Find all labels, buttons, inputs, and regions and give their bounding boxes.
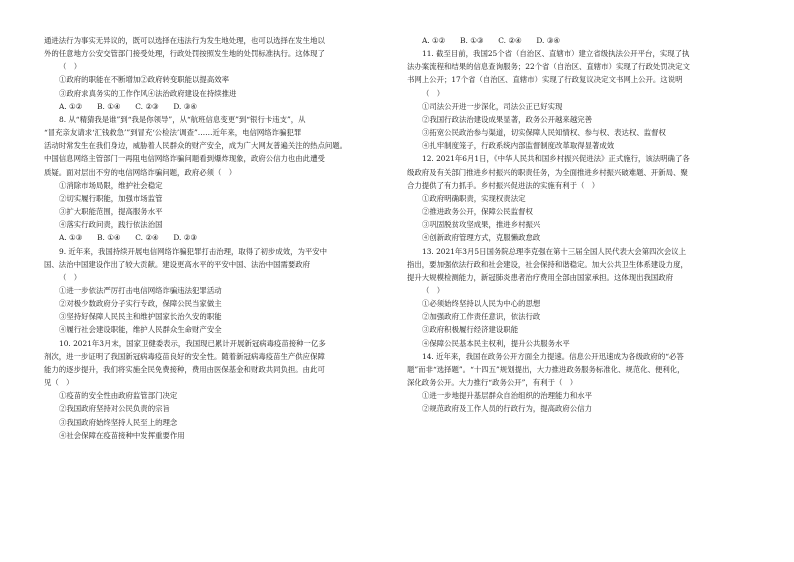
option-line: ①必须始终坚持以人民为中心的思想 [422,299,541,309]
answer-choices: A. ①③ B. ①④ C. ②④ D. ②③ [59,233,197,243]
option-line: ②规范政府及工作人员的行政行为，提高政府公信力 [422,404,592,414]
option-line: ③我国政府始终坚持人民至上的理念 [59,417,178,427]
option-line: ④社会保障在疫苗接种中发挥重要作用 [59,430,185,440]
option-line: ④扎牢制度笼子，行政系统内部监督制度改革取得显著成效 [422,141,615,151]
option-line: ③坚持好保障人民民主和维护国家长治久安的职能 [59,312,222,322]
text-line: 剂次，进一步证明了我国新冠病毒疫苗良好的安全性。随着新冠病毒疫苗生产供应保障 [44,351,325,361]
option-line: ④履行社会建设职能，维护人民群众生命财产安全 [59,325,222,335]
option-line: ③扩大职能范围，提高服务水平 [59,207,163,217]
text-line: 质疑。面对层出不穷的电信网络诈骗问题，政府必须（ ） [44,167,237,177]
text-line: （ ） [59,62,82,72]
left-column [44,34,389,442]
text-line: （ ） [59,272,82,282]
option-line: ②推进政务公开，保障公民监督权 [422,207,533,217]
question-line: 8. 从“精猜我是谁”到“我是你领导”，从“航班信息变更”到“银行卡违支”，从 [59,114,306,124]
text-line: 见（ ） [44,378,74,388]
text-line: 活动时常发生在我们身边，威胁着人民群众的财产安全，成为广大网友普遍关注的热点问题。 [44,141,348,151]
text-line: 提升大规模检测能力，新冠肺炎患者治疗费用全部由国家承担。这体现出我国政府 [407,272,674,282]
question-line: 13. 2021年3月5日国务院总理李克强在第十三届全国人民代表大会第四次会议上 [422,246,687,256]
option-line: ④创新政府管理方式，克服懒政怠政 [422,233,541,243]
text-line: 深化政务公开。大力推行“政务公开”，有利于（ ） [407,378,578,388]
text-line: 级政府及有关部门推进乡村振兴的职责任务，为全面推进乡村振兴破难题、开新局、聚 [407,167,688,177]
option-line: ②我国行政法治建设成果显著，政务公开越来越完善 [422,114,592,124]
text-line: 通进法行为事实无异议的，既可以选择在违法行为发生地处理，也可以选择在发生地以 [44,36,325,45]
text-line: （ ） [422,285,445,295]
question-line: 9. 近年来，我国持续开展电信网络诈骗犯罪打击治理，取得了初步成效，为平安中 [59,246,328,256]
option-line: ①司法公开进一步深化，司法公正已好实现 [422,101,563,111]
text-line: 书网上公开；17个省（自治区、直辖市）实现了行政复议决定文书网上公开。这说明 [407,75,683,85]
option-line: ②我国政府坚持对公民负责的宗旨 [59,404,170,414]
text-line: （ ） [422,88,445,98]
answer-choices: A. ①② B. ①③ C. ②④ D. ③④ [422,36,560,45]
option-line: ①进一步地提升基层群众自治组织的治理能力和水平 [422,391,592,401]
option-line: ③政府积极履行经济建设职能 [422,325,519,335]
text-line: 外的任意地方公安交管部门接受处理，行政处罚按照发生地的处罚标准执行。这体现了 [44,49,325,59]
question-line: 10. 2021年3月末，国家卫健委表示，我国现已累计开展新冠病毒疫苗接种一亿多 [59,338,326,348]
option-line: ①消除市场局限，维护社会稳定 [59,180,163,190]
text-line: 法办案流程和结果的信息查询服务；22个省（自治区、直辖市）实现了行政处罚决定文 [407,62,690,72]
option-line: ①政府明确职责，实现权责法定 [422,193,526,203]
question-line: 12. 2021年6月1日，《中华人民共和国乡村振兴促进法》正式施行，该法明确了各 [422,154,690,164]
right-column [407,34,752,416]
option-line: ③巩固脱贫攻坚成果，推进乡村振兴 [422,220,541,230]
option-line: ④保障公民基本民主权利，提升公共服务水平 [422,338,570,348]
option-line: ②加强政府工作责任意识，依法行政 [422,312,541,322]
option-line: ①进一步依法严厉打击电信网络诈骗违法犯罪活动 [59,285,222,295]
question-line: 11. 截至目前，我国25个省（自治区、直辖市）建立省级执法公开平台，实现了执 [422,49,690,59]
option-line: ②切实履行职能，加强市场监管 [59,193,163,203]
option-line: ①政府的职能在不断增加②政府转变职能以提高效率 [59,75,229,85]
text-line: 中国信息网络主管部门一再阻电信网络诈骗问题看到爆炸现象，政府公信力也由此遭受 [44,154,325,164]
option-line: ②对极少数政府分子实行专政，保障公民当家做主 [59,299,222,309]
option-line: ①疫苗的安全性由政府监管部门决定 [59,391,178,401]
option-line: ③拓宽公民政治参与渠道，切实保障人民知情权、参与权、表达权、监督权 [422,128,666,138]
option-line: ③政府求真务实的工作作风④法治政府建设在持续推进 [59,88,237,98]
text-line: “冒充亲友请求‘汇钱救急’”到冒充‘公检法’调查”……近年来，电信网络诈骗犯罪 [44,128,302,138]
question-line: 14. 近年来，我国在政务公开方面全力提速。信息公开迅速成为各级政府的“必答 [422,351,684,361]
text-line: 题”而非“选择题”。“十四五”规划提出，大力推进政务服务标准化、规范化、便利化， [407,364,685,374]
text-line: 能力的逐步提升，我们将实施全民免费接种，费用由医保基金和财政共同负担。由此可 [44,364,325,374]
text-line: 合力提供了有力抓手。乡村振兴促进法的实施有利于（ ） [407,180,600,190]
text-line: 指出，要加强依法行政和社会建设，社会保持和谐稳定。加大公共卫生体系建设力度， [407,259,688,269]
text-line: 国、法治中国建设作出了较大贡献。建设更高水平的平安中国、法治中国需要政府 [44,259,311,269]
option-line: ④落实行政问责，践行依法治国 [59,220,163,230]
answer-choices: A. ①② B. ①④ C. ②③ D. ③④ [59,101,197,111]
